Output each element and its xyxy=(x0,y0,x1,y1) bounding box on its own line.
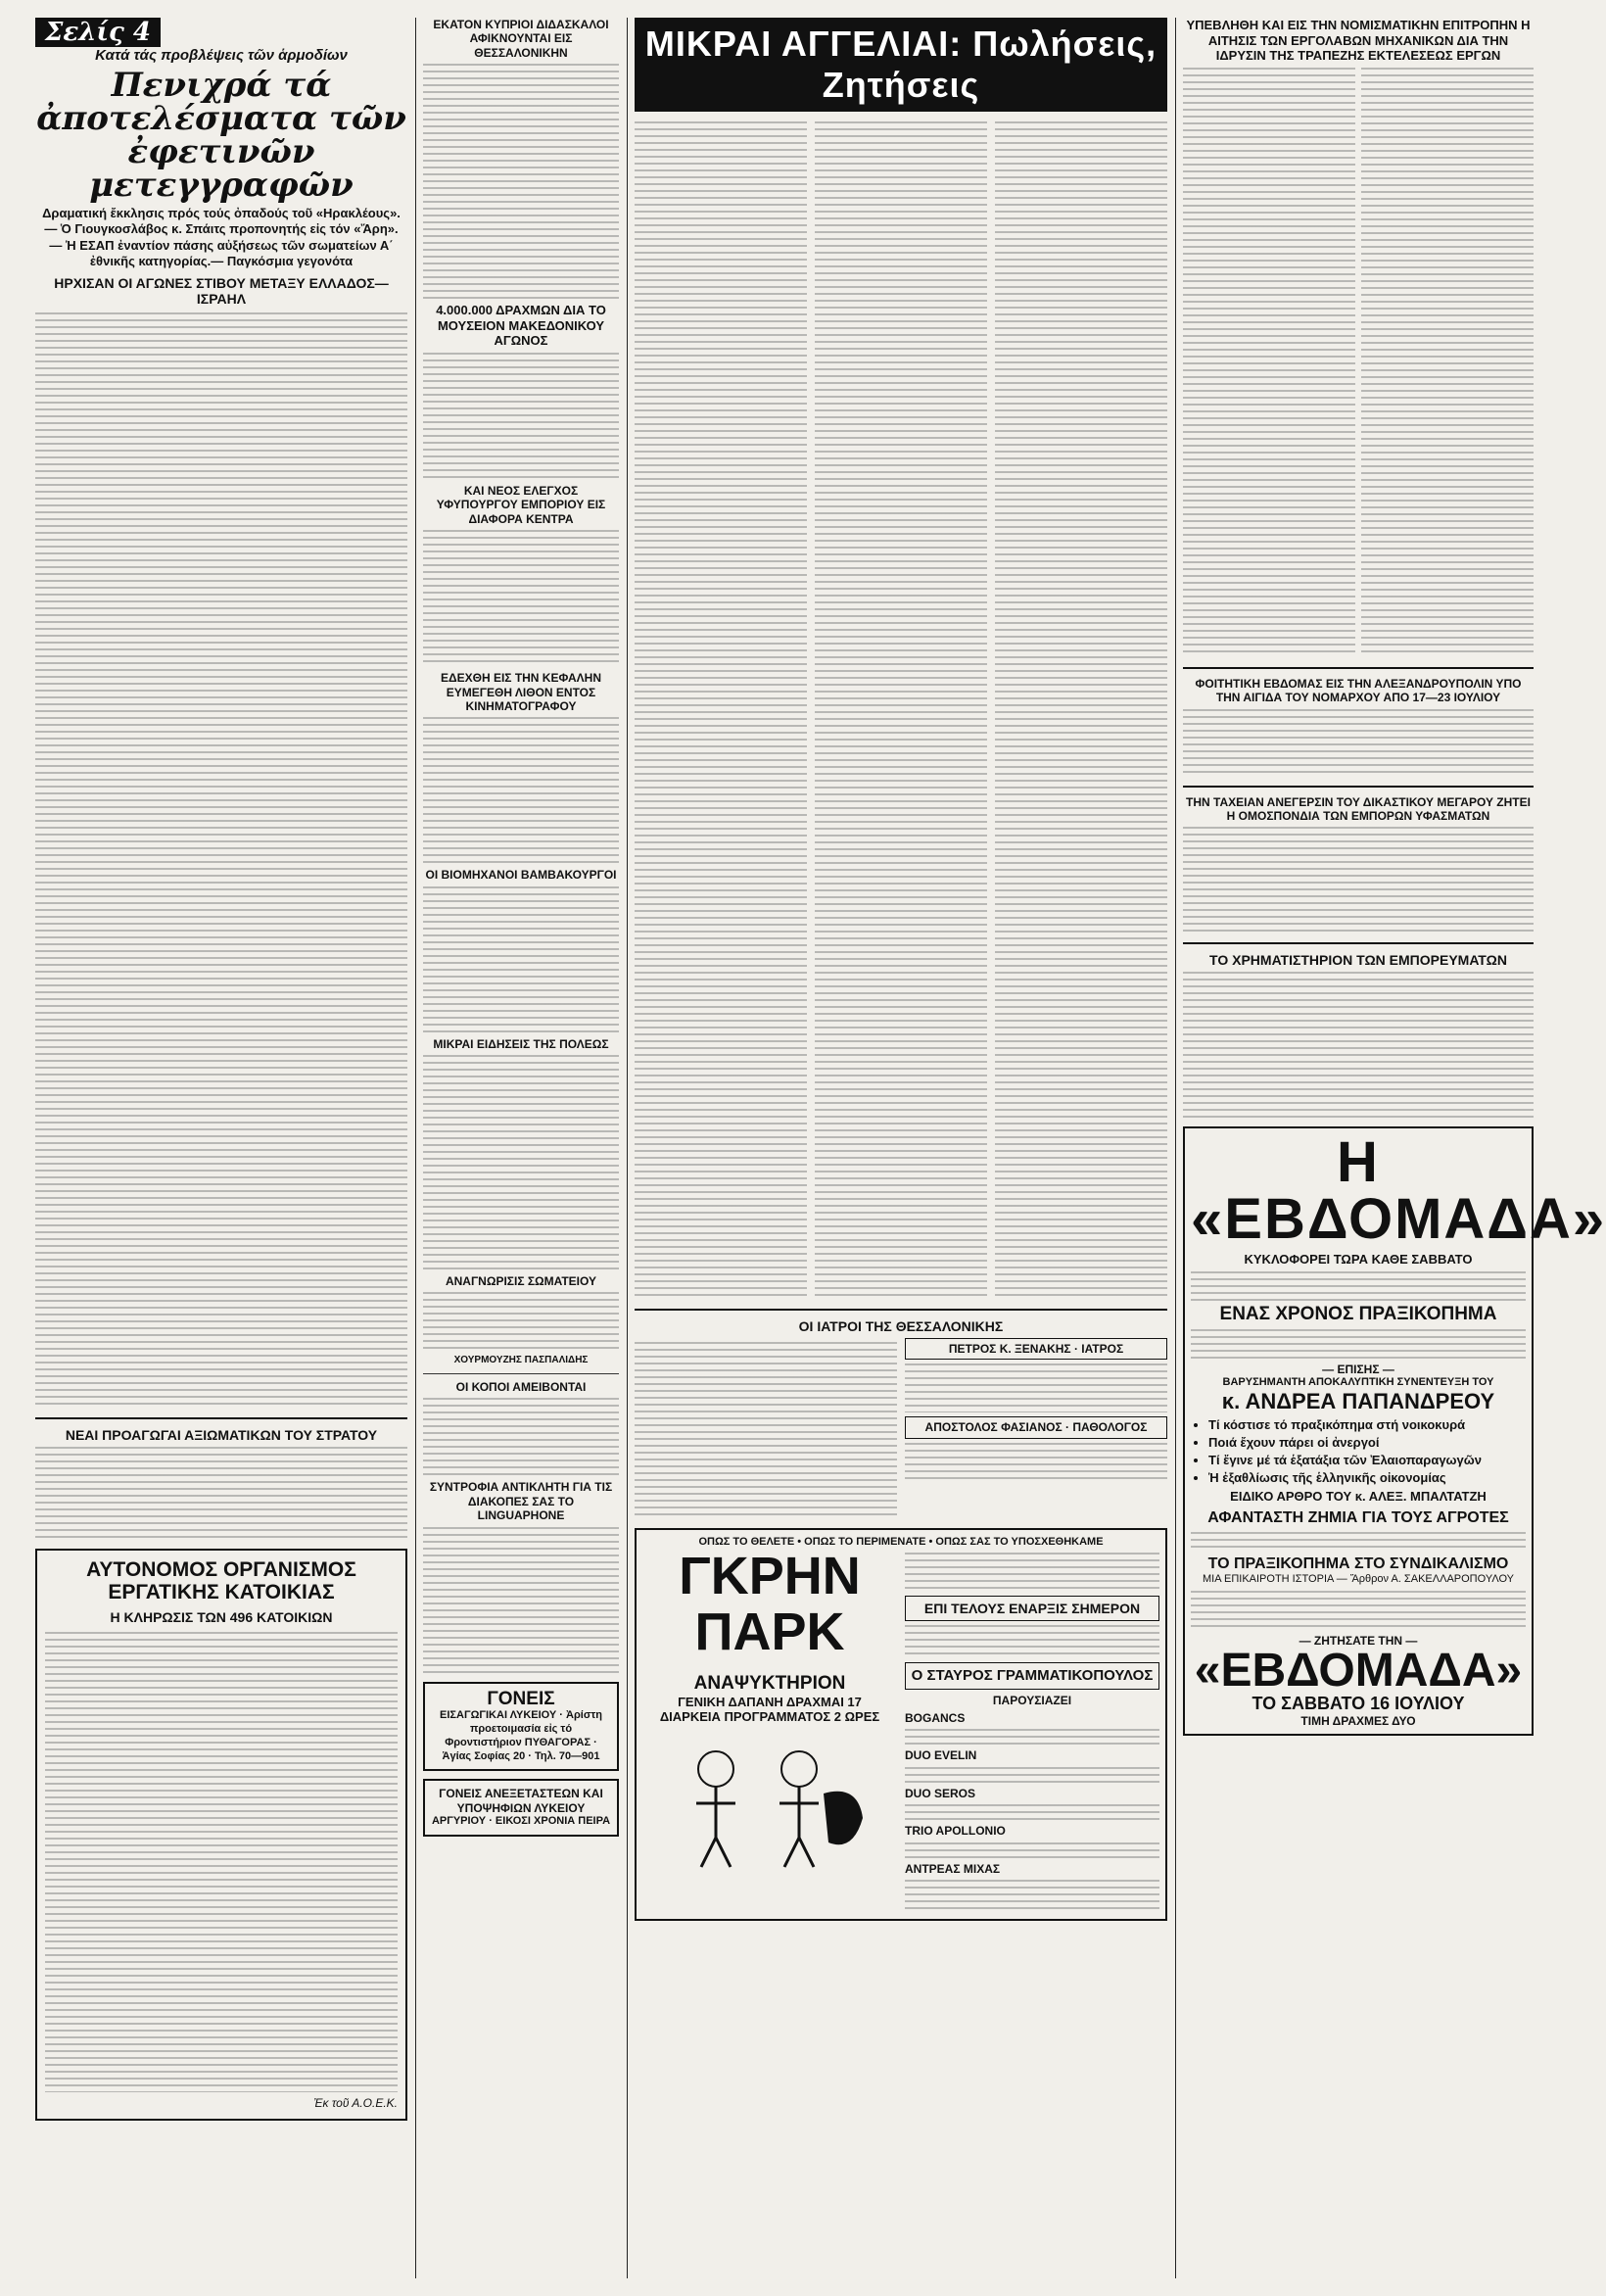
article-body xyxy=(35,1447,407,1541)
divider xyxy=(1183,786,1534,788)
doctor-ad: ΑΠΟΣΤΟΛΟΣ ΦΑΣΙΑΝΟΣ · ΠΑΘΟΛΟΓΟΣ xyxy=(905,1416,1167,1438)
evdomada-bullet: • Τί κόστισε τό πραξικόπημα στή νοικοκυρά xyxy=(1208,1417,1526,1432)
park-presents: ΠΑΡΟΥΣΙΑΖΕΙ xyxy=(992,1693,1072,1707)
classifieds-column xyxy=(635,121,807,1297)
evdomada-series: ΜΙΑ ΕΠΙΚΑΙΡΟΤΗ ΙΣΤΟΡΙΑ — Ἄρθρον Α. ΣΑΚΕΛΛΑΡΟΠΟΥΛΟΥ xyxy=(1202,1573,1514,1586)
doctors-listing xyxy=(905,1363,1167,1412)
stock-headline: ΤΟ ΧΡΗΜΑΤΙΣΤΗΡΙΟΝ ΤΩΝ ΕΜΠΟΡΕΥΜΑΤΩΝ xyxy=(1209,952,1507,969)
article-body xyxy=(1361,68,1534,655)
lead-kicker: Κατά τάς προβλέψεις τῶν ἁρμοδίων xyxy=(95,47,348,64)
classifieds-column xyxy=(815,121,987,1297)
parents2-advert-title: ΓΟΝΕΙΣ ΑΝΕΞΕΤΑΣΤΕΩΝ ΚΑΙ ΥΠΟΨΗΦΙΩΝ ΛΥΚΕΙΟΥ xyxy=(439,1787,603,1815)
doctors-headline: ΟΙ ΙΑΤΡΟΙ ΤΗΣ ΘΕΣΣΑΛΟΝΙΚΗΣ xyxy=(798,1318,1004,1334)
doctors-grid xyxy=(635,1338,1167,1522)
park-act: BOGANCS xyxy=(905,1711,966,1726)
doctors-column xyxy=(635,1338,897,1522)
divider xyxy=(35,1417,407,1419)
classifieds-banner: ΜΙΚΡΑΙ ΑΓΓΕΛΙΑΙ: Πωλήσεις, Ζητήσεις xyxy=(635,18,1167,112)
org-advert-sign: Ἐκ τοῦ Α.Ο.Ε.Κ. xyxy=(313,2095,398,2110)
park-duration: ΔΙΑΡΚΕΙΑ ΠΡΟΓΡΑΜΜΑΤΟΣ 2 ΩΡΕΣ xyxy=(659,1709,880,1725)
park-text xyxy=(905,1842,1159,1858)
park-kind: ΑΝΑΨΥΚΤΗΡΙΟΝ xyxy=(693,1672,846,1694)
org-advert xyxy=(35,1549,407,2120)
column-divider xyxy=(627,18,628,2278)
column-divider xyxy=(415,18,416,2278)
evdomada-person: κ. ΑΝΔΡΕΑ ΠΑΠΑΝΔΡΕΟΥ xyxy=(1221,1388,1495,1413)
doctors-listing xyxy=(905,1443,1167,1482)
divider xyxy=(1183,667,1534,669)
figure-head xyxy=(698,1751,733,1787)
evdomada-lead: ΕΝΑΣ ΧΡΟΝΟΣ ΠΡΑΞΙΚΟΠΗΜΑ xyxy=(1219,1304,1497,1325)
evdomada-bullet: • Ἡ ἐξαθλίωσις τῆς ἑλληνικῆς οἰκονομίας xyxy=(1208,1470,1526,1485)
cotton-headline: ΟΙ ΒΙΟΜΗΧΑΝΟΙ ΒΑΜΒΑΚΟΥΡΓΟΙ xyxy=(425,868,617,883)
lead-title: Πενιχρά τά ἀποτελέσματα τῶν ἐφετινῶν μετεγγραφῶν xyxy=(36,66,406,205)
park-text xyxy=(905,1625,1159,1658)
column-economy xyxy=(1183,18,1606,2278)
column-sports xyxy=(35,18,407,2278)
article-body xyxy=(423,353,619,480)
park-body xyxy=(642,1549,1159,1913)
park-text xyxy=(905,1553,1159,1592)
lead-subtitle: Δραματική ἔκκλησις πρός τούς ὀπαδούς τοῦ «Ηρακλέους».— Ὁ Γιουγκοσλάβος κ. Σπάιτς προπονητής εἰς τόν «Ἄρη».— Ἡ ΕΣΑΠ ἐναντίον πάσης αὐξήσεως τῶν σωματείων Α΄ ἐθνικῆς κατηγορίας.— Παγκόσμια γεγονότα xyxy=(42,206,401,268)
evdomada-ask: — ΖΗΤΗΣΑΤΕ ΤΗΝ — xyxy=(1299,1633,1418,1648)
column-divider xyxy=(1175,18,1176,2278)
column-news xyxy=(423,18,619,2278)
evdomada-union: ΤΟ ΠΡΑΞΙΚΟΠΗΜΑ ΣΤΟ ΣΥΝΔΙΚΑΛΙΣΜΟ xyxy=(1207,1555,1509,1572)
advert-text xyxy=(1191,1329,1526,1359)
evdomada-title-second: «ΕΒΔΟΜΑΔΑ» xyxy=(1194,1645,1523,1698)
bank-article xyxy=(1183,64,1534,659)
article-body xyxy=(1183,68,1355,655)
stone-headline: ΕΔΕΧΘΗ ΕΙΣ ΤΗΝ ΚΕΦΑΛΗΝ ΕΥΜΕΓΕΘΗ ΛΙΘΟΝ ΕΝΤΟΣ ΚΙΝΗΜΑΤΟΓΡΑΦΟΥ xyxy=(440,671,602,713)
instrument-icon xyxy=(824,1792,863,1844)
athletics-headline: ΗΡΧΙΣΑΝ ΟΙ ΑΓΩΝΕΣ ΣΤΙΒΟΥ ΜΕΤΑΞΥ ΕΛΛΑΔΟΣ—ΙΣΡΑΗΛ xyxy=(54,275,389,308)
article-body xyxy=(423,1292,619,1351)
advert-text xyxy=(1191,1591,1526,1630)
evdomada-title: Η «ΕΒΔΟΜΑΔΑ» xyxy=(1191,1130,1606,1252)
doctors-listing xyxy=(635,1342,897,1518)
court-headline: ΤΗΝ ΤΑΧΕΙΑΝ ΑΝΕΓΕΡΣΙΝ ΤΟΥ ΔΙΚΑΣΤΙΚΟΥ ΜΕΓΑΡΟΥ ΖΗΤΕΙ Η ΟΜΟΣΠΟΝΔΙΑ ΤΩΝ ΕΜΠΟΡΩΝ ΥΦΑΣΜΑΤΩΝ xyxy=(1186,794,1531,823)
parents2-advert xyxy=(423,1779,619,1837)
evdomada-price: ΤΙΜΗ ΔΡΑΧΜΕΣ ΔΥΟ xyxy=(1300,1714,1416,1728)
macedonian-headline: 4.000.000 ΔΡΑΧΜΩΝ ΔΙΑ ΤΟ ΜΟΥΣΕΙΟΝ ΜΑΚΕΔΟΝΙΚΟΥ ΑΓΩΝΟΣ xyxy=(436,303,606,349)
park-text xyxy=(905,1804,1159,1820)
rewards-headline: ΟΙ ΚΟΠΟΙ ΑΜΕΙΒΟΝΤΑΙ xyxy=(455,1379,587,1394)
park-act: TRIO APOLLONIO xyxy=(905,1824,1006,1839)
article-body xyxy=(423,1055,619,1270)
article-body xyxy=(423,886,619,1033)
army-headline: ΝΕΑΙ ΠΡΟΑΓΩΓΑΙ ΑΞΙΩΜΑΤΙΚΩΝ ΤΟΥ ΣΤΡΑΤΟΥ xyxy=(65,1427,378,1444)
evdomada-bullet: • Τί ἔγινε μέ τά ἑξατάξια τῶν Ἐλαιοπαραγωγῶν xyxy=(1208,1453,1526,1467)
bank-headline: ΥΠΕΒΛΗΘΗ ΚΑΙ ΕΙΣ ΤΗΝ ΝΟΜΙΣΜΑΤΙΚΗΝ ΕΠΙΤΡΟΠΗΝ Η ΑΙΤΗΣΙΣ ΤΩΝ ΕΡΓΟΛΑΒΩΝ ΜΗΧΑΝΙΚΩΝ ΔΙΑ ΤΗΝ ΙΔΡΥΣΙΝ ΤΗΣ ΤΡΑΠΕΖΗΣ ΕΚΤΕΛΕΣΕΩΣ ΕΡΓΩΝ xyxy=(1186,18,1531,64)
student-headline: ΦΟΙΤΗΤΙΚΗ ΕΒΔΟΜΑΣ ΕΙΣ ΤΗΝ ΑΛΕΞΑΝΔΡΟΥΠΟΛΙΝ ΥΠΟ ΤΗΝ ΑΙΓΙΔΑ ΤΟΥ ΝΟΜΑΡΧΟΥ ΑΠΟ 17—23 ΙΟΥΛΙΟΥ xyxy=(1195,676,1522,705)
park-text xyxy=(905,1767,1159,1783)
evdomada-advert xyxy=(1183,1126,1606,1736)
article-body xyxy=(423,530,619,667)
figure-body xyxy=(696,1787,735,1867)
article-body xyxy=(35,312,407,1410)
park-text xyxy=(905,1880,1159,1909)
park-act: DUO SEROS xyxy=(905,1786,976,1800)
article-body xyxy=(423,1398,619,1476)
park-price: ΓΕΝΙΚΗ ΔΑΠΑΝΗ ΔΡΑΧΜΑΙ 17 xyxy=(678,1694,862,1709)
evdomada-bullet: • Ποιά ἔχουν πάρει οἱ ἀνεργοί xyxy=(1208,1435,1526,1450)
article-body xyxy=(423,717,619,864)
park-topline: ΟΠΩΣ ΤΟ ΘΕΛΕΤΕ • ΟΠΩΣ ΤΟ ΠΕΡΙΜΕΝΑΤΕ • ΟΠΩΣ ΣΑΣ ΤΟ ΥΠΟΣΧΕΘΗΚΑΜΕ xyxy=(698,1536,1104,1549)
org-advert-subtitle: Η ΚΛΗΡΩΣΙΣ ΤΩΝ 496 ΚΑΤΟΙΚΙΩΝ xyxy=(110,1609,333,1626)
park-act: DUO EVELIN xyxy=(905,1748,977,1763)
figure-head xyxy=(781,1751,817,1787)
park-right xyxy=(905,1549,1159,1913)
evdomada-every-saturday: ΚΥΚΛΟΦΟΡΕΙ ΤΩΡΑ ΚΑΘΕ ΣΑΒΒΑΤΟ xyxy=(1244,1252,1473,1268)
doctor-ad: ΠΕΤΡΟΣ Κ. ΞΕΝΑΚΗΣ · ΙΑΤΡΟΣ xyxy=(905,1338,1167,1360)
city-headline: ΜΙΚΡΑΙ ΕΙΔΗΣΕΙΣ ΤΗΣ ΠΟΛΕΩΣ xyxy=(433,1036,609,1051)
linguaphone-headline: ΣΥΝΤΡΟΦΙΑ ΑΝΤΙΚΛΗΤΗ ΓΙΑ ΤΙΣ ΔΙΑΚΟΠΕΣ ΣΑΣ ΤΟ LINGUAPHONE xyxy=(429,1480,613,1523)
evdomada-also: — ΕΠΙΣΗΣ — xyxy=(1322,1362,1394,1376)
park-opening: ΕΠΙ ΤΕΛΟΥΣ ΕΝΑΡΞΙΣ ΣΗΜΕΡΟΝ xyxy=(905,1596,1159,1621)
divider xyxy=(635,1309,1167,1311)
park-host: Ο ΣΤΑΥΡΟΣ ΓΡΑΜΜΑΤΙΚΟΠΟΥΛΟΣ xyxy=(905,1662,1159,1689)
article-body xyxy=(423,1527,619,1674)
divider xyxy=(423,1373,619,1374)
article-body xyxy=(423,64,619,299)
advert-body xyxy=(45,1632,398,2092)
article-body xyxy=(1183,972,1534,1119)
org-advert-title: ΑΥΤΟΝΟΜΟΣ ΟΡΓΑΝΙΣΜΟΣ ΕΡΓΑΤΙΚΗΣ ΚΑΤΟΙΚΙΑΣ xyxy=(86,1558,356,1604)
evdomada-farmers: ΑΦΑΝΤΑΣΤΗ ΖΗΜΙΑ ΓΙΑ ΤΟΥΣ ΑΓΡΟΤΕΣ xyxy=(1207,1509,1509,1527)
evdomada-article: ΕΙΔΙΚΟ ΑΡΘΡΟ ΤΟΥ κ. ΑΛΕΞ. ΜΠΑΛΤΑΤΖΗ xyxy=(1230,1488,1487,1504)
parents-advert-title: ΓΟΝΕΙΣ xyxy=(487,1688,555,1709)
park-act: ΑΝΤΡΕΑΣ ΜΙΧΑΣ xyxy=(905,1861,1001,1876)
control-headline: ΚΑΙ ΝΕΟΣ ΕΛΕΓΧΟΣ ΥΦΥΠΟΥΡΓΟΥ ΕΜΠΟΡΙΟΥ ΕΙΣ ΔΙΑΦΟΡΑ ΚΕΝΤΡΑ xyxy=(436,483,606,526)
figure-body xyxy=(779,1787,819,1867)
recognition-headline: ΑΝΑΓΝΩΡΙΣΙΣ ΣΩΜΑΤΕΙΟΥ xyxy=(445,1274,597,1289)
evdomada-interview: ΒΑΡΥΣΗΜΑΝΤΗ ΑΠΟΚΑΛΥΠΤΙΚΗ ΣΥΝΕΝΤΕΥΞΗ ΤΟΥ xyxy=(1222,1376,1494,1389)
classifieds-column xyxy=(995,121,1167,1297)
divider xyxy=(1183,942,1534,944)
classifieds-grid xyxy=(635,118,1167,1301)
evdomada-date: ΤΟ ΣΑΒΒΑΤΟ 16 ΙΟΥΛΙΟΥ xyxy=(1252,1694,1465,1714)
parents-advert-body: ΕΙΣΑΓΩΓΙΚΑΙ ΛΥΚΕΙΟΥ · Ἀρίστη προετοιμασία εἰς τό Φροντιστήριον ΠΥΘΑΓΟΡΑΣ · Ἁγίας Σοφίας 20 · Τηλ. 70—901 xyxy=(440,1709,602,1762)
parents2-advert-body: ΑΡΓΥΡΙΟΥ · ΕΙΚΟΣΙ ΧΡΟΝΙΑ ΠΕΙΡΑ xyxy=(431,1815,611,1828)
park-name: ΓΚΡΗΝ ΠΑΡΚ xyxy=(679,1547,861,1661)
advert-text xyxy=(1191,1532,1526,1552)
park-illustration xyxy=(662,1725,877,1872)
article-body xyxy=(1183,827,1534,934)
advert-text xyxy=(1191,1271,1526,1301)
doctors-column xyxy=(905,1338,1167,1522)
evdomada-bullets xyxy=(1191,1417,1526,1485)
cyprus-headline: ΕΚΑΤΟΝ ΚΥΠΡΙΟΙ ΔΙΔΑΣΚΑΛΟΙ ΑΦΙΚΝΟΥΝΤΑΙ ΕΙΣ ΘΕΣΣΑΛΟΝΙΚΗΝ xyxy=(433,18,609,60)
section-label: Σελίς 4 xyxy=(35,18,161,47)
green-park-advert xyxy=(635,1528,1167,1921)
parents-advert xyxy=(423,1682,619,1772)
park-text xyxy=(905,1729,1159,1745)
column-classifieds xyxy=(635,18,1167,2278)
signature-name: ΧΟΥΡΜΟΥΖΗΣ ΠΑΣΠΑΛΙΔΗΣ xyxy=(453,1355,589,1366)
article-body xyxy=(1183,709,1534,778)
park-left xyxy=(642,1549,897,1913)
